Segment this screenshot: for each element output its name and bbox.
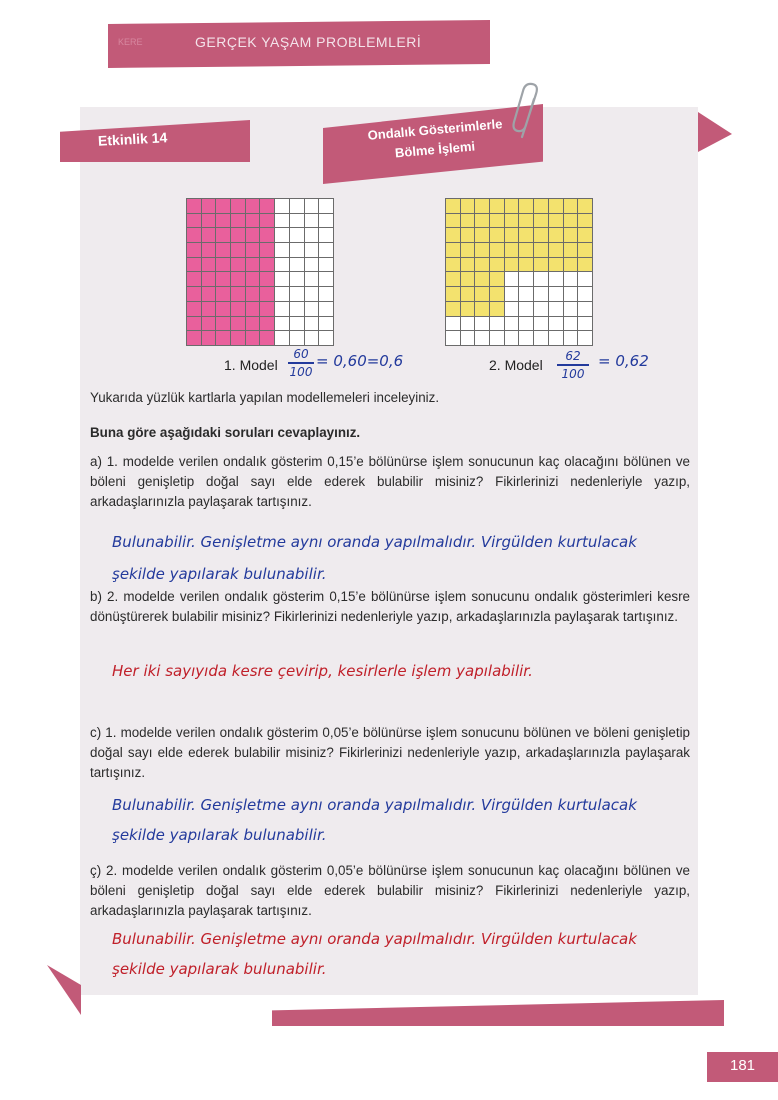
grid-cell xyxy=(519,199,533,213)
grid-cell xyxy=(578,272,592,286)
grid-cell xyxy=(260,317,274,331)
grid-cell xyxy=(187,243,201,257)
grid-cell xyxy=(202,272,216,286)
grid-cell xyxy=(461,287,475,301)
grid-cell xyxy=(290,243,304,257)
paperclip-icon xyxy=(512,82,544,142)
grid-cell xyxy=(275,317,289,331)
grid-cell xyxy=(275,199,289,213)
grid-cell xyxy=(564,258,578,272)
grid-cell xyxy=(216,302,230,316)
grid-cell xyxy=(231,199,245,213)
grid-cell xyxy=(505,199,519,213)
grid-cell xyxy=(475,243,489,257)
page-number: 181 xyxy=(729,1057,756,1074)
grid-cell xyxy=(549,287,563,301)
grid-cell xyxy=(461,317,475,331)
answer-a-line1: Bulunabilir. Genişletme aynı oranda yapılmalıdır. Virgülden kurtulacak xyxy=(112,533,637,551)
corner-ribbon-right xyxy=(698,112,732,152)
grid-cell xyxy=(319,272,333,286)
grid-cell xyxy=(446,199,460,213)
grid-cell xyxy=(187,199,201,213)
grid-cell xyxy=(319,214,333,228)
grid-cell xyxy=(275,258,289,272)
grid-cell xyxy=(187,258,201,272)
grid-cell xyxy=(475,228,489,242)
grid-cell xyxy=(549,302,563,316)
activity-label: Etkinlik 14 xyxy=(97,129,168,149)
grid-cell xyxy=(490,243,504,257)
model-2-label: 2. Model xyxy=(489,357,543,373)
grid-cell xyxy=(216,331,230,345)
grid-cell xyxy=(578,258,592,272)
grid-cell xyxy=(519,258,533,272)
header-ghost-text: KERE xyxy=(118,37,143,47)
grid-cell xyxy=(490,214,504,228)
instruction-text: Buna göre aşağıdaki soruları cevaplayınız. xyxy=(90,425,361,440)
grid-cell xyxy=(246,258,260,272)
grid-cell xyxy=(319,302,333,316)
grid-cell xyxy=(534,228,548,242)
grid-cell xyxy=(505,287,519,301)
grid-cell xyxy=(461,331,475,345)
grid-cell xyxy=(505,272,519,286)
grid-cell xyxy=(519,272,533,286)
grid-cell xyxy=(475,258,489,272)
grid-cell xyxy=(202,331,216,345)
grid-cell xyxy=(549,228,563,242)
grid-cell xyxy=(187,302,201,316)
grid-cell xyxy=(216,214,230,228)
grid-cell xyxy=(475,272,489,286)
grid-cell xyxy=(216,272,230,286)
grid-cell xyxy=(564,228,578,242)
grid-cell xyxy=(187,214,201,228)
model-2-denominator: 100 xyxy=(561,366,585,381)
grid-cell xyxy=(275,302,289,316)
grid-cell xyxy=(461,199,475,213)
grid-cell xyxy=(305,228,319,242)
grid-cell xyxy=(260,272,274,286)
grid-cell xyxy=(246,272,260,286)
grid-cell xyxy=(564,214,578,228)
activity-title-line2: Bölme İşlemi xyxy=(394,138,476,161)
grid-cell xyxy=(202,214,216,228)
grid-cell xyxy=(461,272,475,286)
grid-cell xyxy=(319,199,333,213)
question-cc: ç) 2. modelde verilen ondalık gösterim 0,05’e bölünürse işlem sonucunun kaç olacağını bölünen ve böleni genişletip doğal sayı elde ederek bulabilir misiniz? Fikirlerinizi nedenleriyle yazıp, arkadaşlarınızla paylaşarak tartışınız. xyxy=(90,863,690,918)
grid-cell xyxy=(319,258,333,272)
grid-cell xyxy=(505,302,519,316)
grid-cell xyxy=(549,214,563,228)
grid-cell xyxy=(564,331,578,345)
grid-cell xyxy=(505,243,519,257)
answer-c-line2: şekilde yapılarak bulunabilir. xyxy=(112,826,327,844)
grid-cell xyxy=(246,199,260,213)
grid-cell xyxy=(578,317,592,331)
grid-cell xyxy=(549,331,563,345)
grid-cell xyxy=(275,243,289,257)
grid-cell xyxy=(260,199,274,213)
grid-cell xyxy=(578,214,592,228)
grid-cell xyxy=(246,317,260,331)
grid-cell xyxy=(187,228,201,242)
grid-cell xyxy=(290,287,304,301)
grid-cell xyxy=(505,214,519,228)
answer-a-line2: şekilde yapılarak bulunabilir. xyxy=(112,565,327,583)
grid-cell xyxy=(260,331,274,345)
grid-cell xyxy=(446,302,460,316)
question-a: a) 1. modelde verilen ondalık gösterim 0,15’e bölünürse işlem sonucunun kaç olacağını bölünen ve böleni genişletip doğal sayı elde ederek bulabilir misiniz? Fikirlerinizi nedenleriyle yazıp, arkadaşlarınızla paylaşarak tartışınız. xyxy=(90,454,690,509)
grid-cell xyxy=(519,331,533,345)
model-1-answer: = 0,60=0,6 xyxy=(316,352,404,370)
grid-cell xyxy=(461,243,475,257)
grid-cell xyxy=(305,287,319,301)
grid-cell xyxy=(549,243,563,257)
grid-cell xyxy=(519,214,533,228)
grid-cell xyxy=(216,243,230,257)
grid-cell xyxy=(519,228,533,242)
grid-cell xyxy=(187,287,201,301)
grid-cell xyxy=(578,302,592,316)
grid-cell xyxy=(534,317,548,331)
grid-cell xyxy=(505,228,519,242)
grid-cell xyxy=(490,302,504,316)
hundred-grid-model-2 xyxy=(445,198,593,346)
grid-cell xyxy=(216,317,230,331)
grid-cell xyxy=(564,287,578,301)
grid-cell xyxy=(446,331,460,345)
grid-cell xyxy=(246,287,260,301)
grid-cell xyxy=(446,258,460,272)
grid-cell xyxy=(461,302,475,316)
grid-cell xyxy=(490,272,504,286)
grid-cell xyxy=(549,258,563,272)
grid-cell xyxy=(505,258,519,272)
model-1-denominator: 100 xyxy=(289,364,313,379)
grid-cell xyxy=(290,228,304,242)
grid-cell xyxy=(446,272,460,286)
grid-cell xyxy=(290,199,304,213)
grid-cell xyxy=(475,317,489,331)
grid-cell xyxy=(534,199,548,213)
grid-cell xyxy=(275,228,289,242)
grid-cell xyxy=(231,331,245,345)
grid-cell xyxy=(202,228,216,242)
grid-cell xyxy=(202,258,216,272)
intro-text: Yukarıda yüzlük kartlarla yapılan modellemeleri inceleyiniz. xyxy=(90,390,440,405)
grid-cell xyxy=(260,243,274,257)
grid-cell xyxy=(305,199,319,213)
grid-cell xyxy=(490,199,504,213)
grid-cell xyxy=(319,287,333,301)
grid-cell xyxy=(231,272,245,286)
grid-cell xyxy=(216,287,230,301)
grid-cell xyxy=(275,331,289,345)
grid-cell xyxy=(519,302,533,316)
grid-cell xyxy=(246,302,260,316)
grid-cell xyxy=(534,214,548,228)
grid-cell xyxy=(260,287,274,301)
grid-cell xyxy=(446,214,460,228)
grid-cell xyxy=(319,331,333,345)
model-1-fraction xyxy=(288,347,314,379)
activity-title-line1: Ondalık Gösterimlerle xyxy=(367,116,503,143)
grid-cell xyxy=(475,287,489,301)
grid-cell xyxy=(202,243,216,257)
bottom-ribbon xyxy=(272,1000,724,1026)
grid-cell xyxy=(216,199,230,213)
grid-cell xyxy=(290,272,304,286)
grid-cell xyxy=(319,243,333,257)
grid-cell xyxy=(290,331,304,345)
grid-cell xyxy=(290,317,304,331)
grid-cell xyxy=(305,272,319,286)
grid-cell xyxy=(319,228,333,242)
grid-cell xyxy=(446,228,460,242)
grid-cell xyxy=(578,331,592,345)
grid-cell xyxy=(246,331,260,345)
model-2-numerator: 62 xyxy=(565,349,581,363)
grid-cell xyxy=(260,258,274,272)
hundred-grid-model-1 xyxy=(186,198,334,346)
answer-cc-line2: şekilde yapılarak bulunabilir. xyxy=(112,960,327,978)
grid-cell xyxy=(260,214,274,228)
grid-cell xyxy=(475,214,489,228)
grid-cell xyxy=(187,331,201,345)
grid-cell xyxy=(490,287,504,301)
grid-cell xyxy=(231,214,245,228)
model-2-answer: = 0,62 xyxy=(598,352,649,370)
grid-cell xyxy=(490,228,504,242)
grid-cell xyxy=(187,272,201,286)
model-1-numerator: 60 xyxy=(293,347,309,361)
grid-cell xyxy=(564,317,578,331)
grid-cell xyxy=(461,214,475,228)
grid-cell xyxy=(578,228,592,242)
grid-cell xyxy=(187,317,201,331)
grid-cell xyxy=(275,214,289,228)
question-b: b) 2. modelde verilen ondalık gösterim 0,15’e bölünürse işlem sonucunu ondalık gösterimleri kesre dönüştürerek bulabilir misiniz? Fikirlerinizi nedenleriyle yazıp, arkadaşlarınızla paylaşarak tartışınız. xyxy=(90,589,690,624)
grid-cell xyxy=(461,258,475,272)
answer-b-line1: Her iki sayıyıda kesre çevirip, kesirlerle işlem yapılabilir. xyxy=(112,662,533,680)
grid-cell xyxy=(534,302,548,316)
model-1-label: 1. Model xyxy=(224,357,278,373)
grid-cell xyxy=(519,243,533,257)
grid-cell xyxy=(305,317,319,331)
grid-cell xyxy=(475,302,489,316)
grid-cell xyxy=(275,287,289,301)
grid-cell xyxy=(260,302,274,316)
grid-cell xyxy=(461,228,475,242)
grid-cell xyxy=(290,302,304,316)
grid-cell xyxy=(305,243,319,257)
grid-cell xyxy=(231,258,245,272)
fraction-bar xyxy=(288,362,314,364)
grid-cell xyxy=(505,317,519,331)
grid-cell xyxy=(231,228,245,242)
grid-cell xyxy=(578,199,592,213)
grid-cell xyxy=(290,214,304,228)
grid-cell xyxy=(319,317,333,331)
grid-cell xyxy=(534,287,548,301)
grid-cell xyxy=(519,287,533,301)
grid-cell xyxy=(519,317,533,331)
grid-cell xyxy=(305,214,319,228)
header-title: GERÇEK YAŞAM PROBLEMLERİ xyxy=(195,34,422,50)
grid-cell xyxy=(564,199,578,213)
grid-cell xyxy=(564,302,578,316)
grid-cell xyxy=(231,243,245,257)
grid-cell xyxy=(534,272,548,286)
grid-cell xyxy=(505,331,519,345)
grid-cell xyxy=(446,317,460,331)
model-2-fraction xyxy=(557,349,589,381)
grid-cell xyxy=(564,272,578,286)
grid-cell xyxy=(490,317,504,331)
grid-cell xyxy=(305,302,319,316)
grid-cell xyxy=(578,243,592,257)
grid-cell xyxy=(475,331,489,345)
grid-cell xyxy=(231,287,245,301)
grid-cell xyxy=(305,258,319,272)
grid-cell xyxy=(202,199,216,213)
grid-cell xyxy=(490,258,504,272)
grid-cell xyxy=(202,302,216,316)
grid-cell xyxy=(202,287,216,301)
grid-cell xyxy=(490,331,504,345)
fraction-bar xyxy=(557,364,589,366)
corner-ribbon-left xyxy=(47,965,81,1015)
grid-cell xyxy=(549,317,563,331)
grid-cell xyxy=(216,258,230,272)
grid-cell xyxy=(246,228,260,242)
grid-cell xyxy=(446,243,460,257)
grid-cell xyxy=(246,214,260,228)
grid-cell xyxy=(202,317,216,331)
grid-cell xyxy=(305,331,319,345)
answer-c-line1: Bulunabilir. Genişletme aynı oranda yapılmalıdır. Virgülden kurtulacak xyxy=(112,796,637,814)
grid-cell xyxy=(290,258,304,272)
grid-cell xyxy=(446,287,460,301)
grid-cell xyxy=(275,272,289,286)
grid-cell xyxy=(231,302,245,316)
grid-cell xyxy=(216,228,230,242)
answer-cc-line1: Bulunabilir. Genişletme aynı oranda yapılmalıdır. Virgülden kurtulacak xyxy=(112,930,637,948)
grid-cell xyxy=(564,243,578,257)
grid-cell xyxy=(475,199,489,213)
grid-cell xyxy=(246,243,260,257)
grid-cell xyxy=(549,272,563,286)
grid-cell xyxy=(260,228,274,242)
grid-cell xyxy=(231,317,245,331)
grid-cell xyxy=(549,199,563,213)
grid-cell xyxy=(534,331,548,345)
grid-cell xyxy=(578,287,592,301)
grid-cell xyxy=(534,258,548,272)
grid-cell xyxy=(534,243,548,257)
question-c: c) 1. modelde verilen ondalık gösterim 0,05’e bölünürse işlem sonucunu bölünen ve böleni genişletip doğal sayı elde ederek bulabilir misiniz? Fikirlerinizi nedenleriyle yazıp, arkadaşlarınızla paylaşarak tartışınız. xyxy=(90,725,690,780)
